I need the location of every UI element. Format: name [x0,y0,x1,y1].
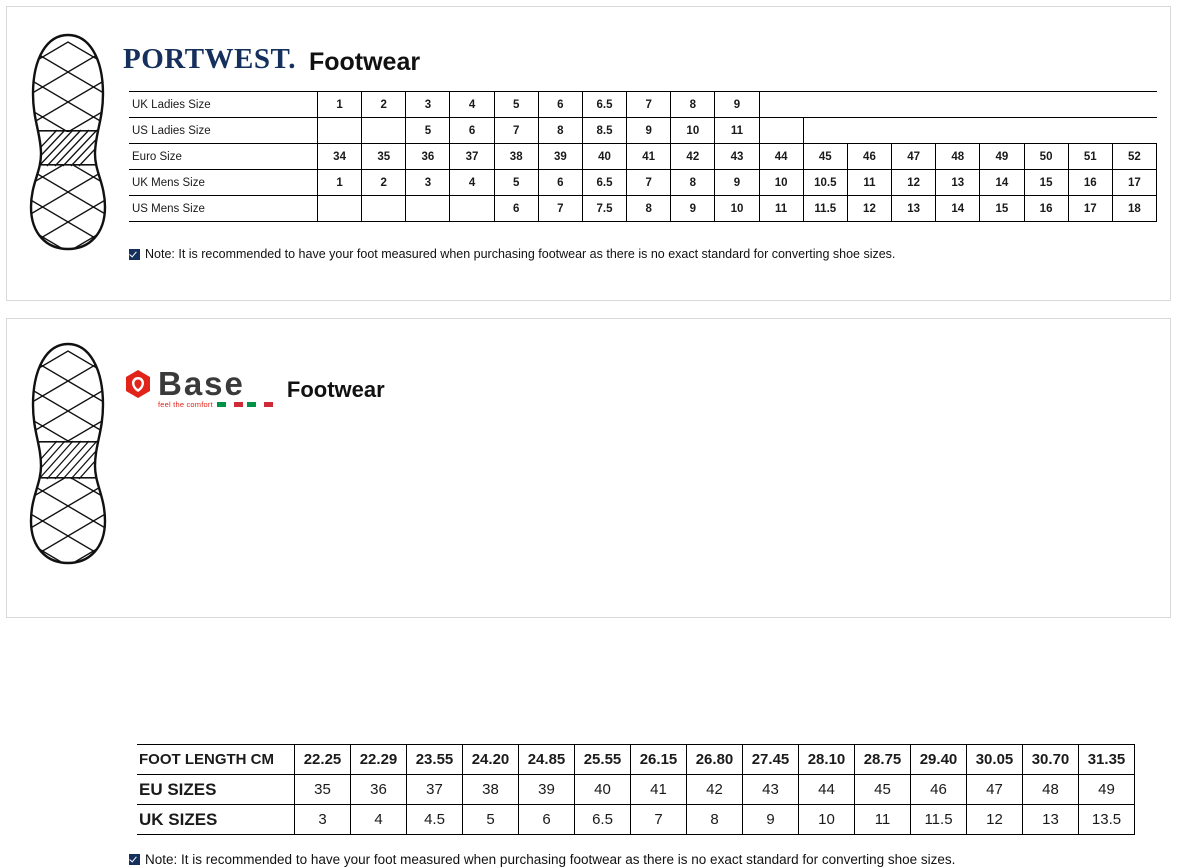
size-cell: 39 [538,144,582,170]
row-label: UK Mens Size [129,170,318,196]
size-cell [362,196,406,222]
size-cell: 1 [318,170,362,196]
size-cell: 13.5 [1079,805,1135,835]
size-cell: 42 [671,144,715,170]
size-cell: 44 [799,775,855,805]
size-cell: 10 [799,805,855,835]
size-cell: 8 [627,196,671,222]
size-cell: 12 [847,196,891,222]
size-cell [892,92,936,118]
size-cell: 6 [538,170,582,196]
size-cell: 48 [1023,775,1079,805]
size-cell: 4 [351,805,407,835]
base-logo [123,365,273,410]
size-cell: 8 [671,92,715,118]
size-cell: 28.75 [855,745,911,775]
shoe-sole-icon [27,32,109,252]
portwest-size-table [129,91,1157,222]
base-wordmark: Base [158,365,245,402]
size-cell: 44 [759,144,803,170]
table-row [129,118,1157,144]
size-cell: 13 [1023,805,1079,835]
base-panel [6,318,1171,867]
size-cell: 36 [351,775,407,805]
size-cell [318,196,362,222]
size-cell: 50 [1024,144,1068,170]
size-cell: 11.5 [911,805,967,835]
size-cell: 43 [743,775,799,805]
size-cell: 2 [362,170,406,196]
portwest-panel [6,6,1171,301]
size-cell: 9 [743,805,799,835]
base-tagline-text: feel the comfort [158,400,213,410]
size-cell: 8 [687,805,743,835]
size-cell: 11 [847,170,891,196]
portwest-section-title: Footwear [308,48,421,76]
table-row [129,170,1157,196]
size-cell: 9 [715,92,759,118]
size-cell: 15 [1024,170,1068,196]
size-cell: 40 [575,775,631,805]
size-cell: 28.10 [799,745,855,775]
table-row [137,745,1135,775]
size-cell: 6 [538,92,582,118]
size-cell: 3 [295,805,351,835]
size-cell: 6 [494,196,538,222]
size-cell: 39 [519,775,575,805]
size-cell: 17 [1068,196,1112,222]
size-cell: 34 [318,144,362,170]
size-cell [847,92,891,118]
size-cell: 10.5 [803,170,847,196]
size-cell: 5 [406,118,450,144]
size-cell: 18 [1112,196,1156,222]
size-cell: 49 [980,144,1024,170]
size-cell [1112,118,1156,144]
size-cell: 4.5 [407,805,463,835]
table-row [129,196,1157,222]
size-cell: 5 [494,170,538,196]
size-cell: 47 [892,144,936,170]
table-row [129,92,1157,118]
size-cell: 13 [936,170,980,196]
shoe-sole-icon [27,341,109,566]
size-cell: 6.5 [575,805,631,835]
size-cell [1068,92,1112,118]
row-label: FOOT LENGTH CM [137,745,295,775]
size-cell [847,118,891,144]
size-cell: 8 [538,118,582,144]
portwest-wordmark: PORTWEST. [123,43,296,75]
note-text: Note: It is recommended to have your foot measured when purchasing footwear as there is no exact standard for converting shoe sizes. [145,852,956,867]
size-cell: 15 [980,196,1024,222]
size-cell: 11 [759,196,803,222]
base-section-title: Footwear [286,377,385,403]
size-cell: 11 [715,118,759,144]
size-cell: 17 [1112,170,1156,196]
size-cell [980,118,1024,144]
size-cell: 11.5 [803,196,847,222]
size-cell [803,118,847,144]
portwest-header [123,45,420,74]
size-cell: 7 [494,118,538,144]
size-cell: 11 [855,805,911,835]
size-cell: 22.29 [351,745,407,775]
size-cell: 12 [892,170,936,196]
size-cell: 38 [463,775,519,805]
size-cell [892,118,936,144]
size-cell: 30.05 [967,745,1023,775]
size-cell: 8 [671,170,715,196]
size-cell: 2 [362,92,406,118]
size-cell: 45 [855,775,911,805]
size-cell [759,118,803,144]
size-cell: 46 [847,144,891,170]
size-cell [759,92,803,118]
row-label: Euro Size [129,144,318,170]
size-cell: 10 [715,196,759,222]
row-label: US Mens Size [129,196,318,222]
size-cell: 38 [494,144,538,170]
size-cell: 4 [450,170,494,196]
size-cell [1024,118,1068,144]
size-cell: 31.35 [1079,745,1135,775]
size-cell [803,92,847,118]
size-cell [318,118,362,144]
size-cell: 9 [715,170,759,196]
size-cell [1024,92,1068,118]
size-cell: 10 [759,170,803,196]
table-row [137,805,1135,835]
size-cell [1068,118,1112,144]
size-cell: 23.55 [407,745,463,775]
size-cell: 7 [631,805,687,835]
size-cell [1112,92,1156,118]
size-cell: 3 [406,170,450,196]
size-cell: 5 [463,805,519,835]
size-cell [406,196,450,222]
size-cell: 13 [892,196,936,222]
row-label: UK SIZES [137,805,295,835]
size-cell: 48 [936,144,980,170]
row-label: UK Ladies Size [129,92,318,118]
size-cell: 6 [519,805,575,835]
size-cell [980,92,1024,118]
size-cell: 43 [715,144,759,170]
size-cell: 12 [967,805,1023,835]
note-text: Note: It is recommended to have your foot measured when purchasing footwear as there is no exact standard for converting shoe sizes. [145,247,896,261]
note-check-icon [129,854,140,865]
size-cell [936,92,980,118]
portwest-note [129,247,895,261]
size-cell: 25.55 [575,745,631,775]
size-cell: 22.25 [295,745,351,775]
italy-flag-icon-2 [247,402,273,407]
size-cell: 26.15 [631,745,687,775]
size-cell: 1 [318,92,362,118]
size-cell: 35 [295,775,351,805]
size-cell: 3 [406,92,450,118]
size-cell: 42 [687,775,743,805]
size-cell: 7 [538,196,582,222]
size-cell: 51 [1068,144,1112,170]
size-cell: 4 [450,92,494,118]
size-cell: 37 [450,144,494,170]
size-cell: 16 [1068,170,1112,196]
size-cell: 9 [671,196,715,222]
size-cell: 52 [1112,144,1156,170]
size-cell [936,118,980,144]
size-cell: 6.5 [582,170,626,196]
size-cell: 8.5 [582,118,626,144]
size-cell: 49 [1079,775,1135,805]
size-cell: 16 [1024,196,1068,222]
table-row [129,144,1157,170]
size-cell: 46 [911,775,967,805]
size-cell: 47 [967,775,1023,805]
base-size-table [137,744,1135,835]
row-label: US Ladies Size [129,118,318,144]
size-cell: 14 [936,196,980,222]
italy-flag-icon [217,402,243,407]
size-cell: 5 [494,92,538,118]
size-cell: 35 [362,144,406,170]
size-cell: 41 [627,144,671,170]
size-cell: 7 [627,170,671,196]
table-row [137,775,1135,805]
size-cell: 7.5 [582,196,626,222]
size-cell: 9 [627,118,671,144]
size-cell: 10 [671,118,715,144]
size-cell: 24.20 [463,745,519,775]
note-check-icon [129,249,140,260]
size-cell: 7 [627,92,671,118]
size-cell: 40 [582,144,626,170]
size-cell: 29.40 [911,745,967,775]
size-cell [450,196,494,222]
size-cell: 36 [406,144,450,170]
base-hex-icon [123,369,153,399]
base-note [129,852,955,867]
size-cell: 6 [450,118,494,144]
size-cell: 41 [631,775,687,805]
size-cell [362,118,406,144]
size-cell: 24.85 [519,745,575,775]
size-cell: 37 [407,775,463,805]
base-header [123,365,385,410]
size-cell: 27.45 [743,745,799,775]
size-cell: 45 [803,144,847,170]
row-label: EU SIZES [137,775,295,805]
size-cell: 26.80 [687,745,743,775]
size-cell: 6.5 [582,92,626,118]
size-cell: 30.70 [1023,745,1079,775]
size-cell: 14 [980,170,1024,196]
